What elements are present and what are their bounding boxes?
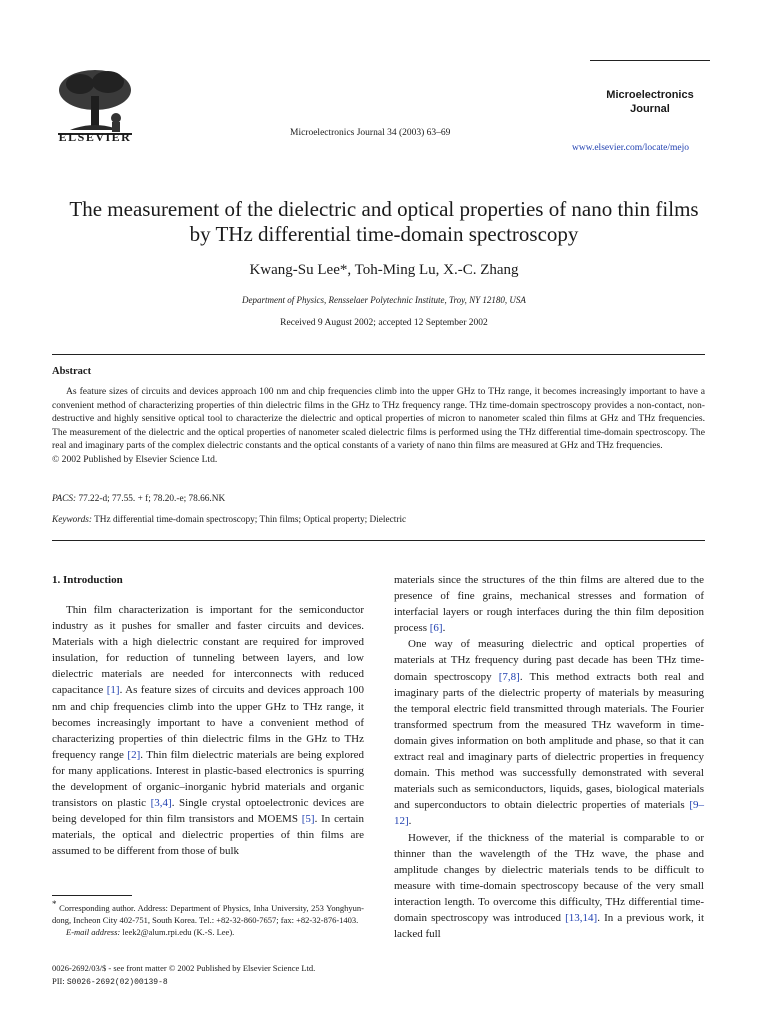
left-column: [52, 602, 364, 860]
citation-link[interactable]: [3,4]: [150, 797, 172, 810]
citation-link[interactable]: [7,8]: [498, 670, 520, 683]
author-affiliation: Department of Physics, Rensselaer Polytechnic Institute, Troy, NY 12180, USA: [242, 295, 526, 305]
citation-link[interactable]: [9–12]: [394, 799, 704, 828]
abstract-body: [52, 385, 705, 467]
front-matter-line: 0026-2692/03/$ - see front matter © 2002 Published by Elsevier Science Ltd.: [52, 963, 316, 973]
intro-paragraph-2: One way of measuring dielectric and optical properties of materials at THz frequency during past decade has been THz time-domain spectroscopy [7,8]. This method extracts both real and imaginary parts of the dielectric property of materials by measuring the temporal electric field transmitted through materials. The Fourier transformed spectrum from the measured THz waveform in time-domain gives information on both amplitude and phase, so that it can extract real and imaginary parts of dielectric properties in frequency domain. This method was successfully demonstrated with several materials such as semiconductors, liquids, gases, biological materials and superconductors to obtain dielectric properties of materials [9–12].: [394, 638, 704, 828]
email-address: leek2@alum.rpi.edu (K.-S. Lee).: [122, 926, 235, 937]
citation-link[interactable]: [2]: [127, 748, 141, 761]
citation-link[interactable]: [5]: [301, 813, 315, 826]
citation-link[interactable]: [13,14]: [565, 911, 598, 924]
keywords-label: Keywords:: [52, 515, 92, 525]
intro-paragraph-continued: materials since the structures of the thin films are altered due to the presence of fine grains, mechanical stresses and formation of interfacial layers or rough interfaces during the thin film deposition process [6].: [394, 574, 704, 635]
received-dates: Received 9 August 2002; accepted 12 September 2002: [280, 318, 488, 328]
citation-link[interactable]: [6]: [429, 622, 443, 635]
citation-link[interactable]: [1]: [106, 684, 120, 697]
divider-top: [52, 354, 705, 355]
intro-paragraph-1: Thin film characterization is important for the semiconductor industry as it pushes for smaller and faster circuits and devices. Materials with a high dielectric constant are required for improved insulation, for reduction of tunneling between layers, and low dielectric materials are needed for interconnects with reduced capacitance [1]. As feature sizes of circuits and devices approach 100 nm and chip frequencies climb into the upper GHz to THz range, it becomes increasingly important to have a convenient method of characterizing properties of thin dielectric films in the GHz to THz frequency range [2]. Thin film dielectric materials are being explored for many applications. Interest in plastic-based electronics is spurring the development of organic–inorganic hybrid materials and organic transistors on plastic [3,4]. Single crystal optoelectronic devices are being developed for thin film transistors and MOEMS [5]. In certain materials, the optical and dielectric properties of thin films are assumed to be different from those of bulk: [52, 604, 364, 858]
front-matter: [52, 962, 392, 989]
keywords-line: [52, 515, 406, 525]
pii-line: [52, 975, 392, 989]
pacs-codes: 77.22-d; 77.55. + f; 78.20.-e; 78.66.NK: [78, 494, 226, 504]
keywords-list: THz differential time-domain spectroscopy; Thin films; Optical property; Dielectric: [94, 515, 407, 525]
pii-label: PII:: [52, 976, 65, 986]
divider-bottom: [52, 540, 705, 541]
journal-reference: Microelectronics Journal 34 (2003) 63–69: [290, 128, 451, 138]
footnote-marker: *: [52, 899, 57, 909]
pacs-label: PACS:: [52, 494, 77, 504]
abstract-heading: Abstract: [52, 366, 92, 377]
pacs-line: [52, 494, 225, 504]
pii-code: S0026-2692(02)00139-8: [66, 978, 168, 987]
publisher-name: ELSEVIER: [58, 130, 132, 144]
email-label: E-mail address:: [66, 926, 121, 937]
abstract-copyright: © 2002 Published by Elsevier Science Ltd.: [52, 453, 218, 465]
journal-name: Microelectronics Journal: [606, 89, 694, 115]
article-authors: Kwang-Su Lee*, Toh-Ming Lu, X.-C. Zhang: [249, 262, 519, 278]
right-column: [394, 572, 704, 942]
article-title: The measurement of the dielectric and optical properties of nano thin films by THz differential time-domain spectroscopy: [69, 197, 699, 246]
intro-paragraph-3: However, if the thickness of the material is comparable to or thinner than the wavelength of the THz wave, the phase and amplitude changes by dielectric materials tends to be difficult to measure with time-domain spectroscopy because of the very small interaction length. To overcome this difficulty, THz differential time-domain spectroscopy was introduced [13,14]. In a previous work, it lacked full: [394, 831, 704, 941]
footnote-text: Corresponding author. Address: Department of Physics, Inha University, 253 Yonghyun-dong, Incheon City 402-751, South Korea. Tel.: +82-32-860-7657; fax: +82-32-876-1403.: [52, 902, 365, 925]
abstract-text: As feature sizes of circuits and devices approach 100 nm and chip frequencies climb into the upper GHz to THz range, it becomes increasingly important to have a convenient method of characterizing properties of thin dielectric films in the GHz to THz frequency range. THz time-domain spectroscopy provides a non-contact, non-destructive and highly sensitive optical tool to characterize the dielectric and optical properties of micron to nanometer scaled thin films at GHz and THz frequencies. The measurement of the dielectric and the optical properties of nanometer scaled dielectric films is performed using the THz differential time-domain spectroscopy. The real and imaginary parts of the complex dielectric constants and the optical constants of a variety of nano thin films are measured at GHz and THz frequencies.: [52, 386, 705, 452]
section-heading: 1. Introduction: [52, 574, 123, 586]
footnote-rule: [52, 895, 132, 896]
footnote: [52, 898, 364, 938]
journal-url-link[interactable]: www.elsevier.com/locate/mejo: [572, 143, 690, 153]
